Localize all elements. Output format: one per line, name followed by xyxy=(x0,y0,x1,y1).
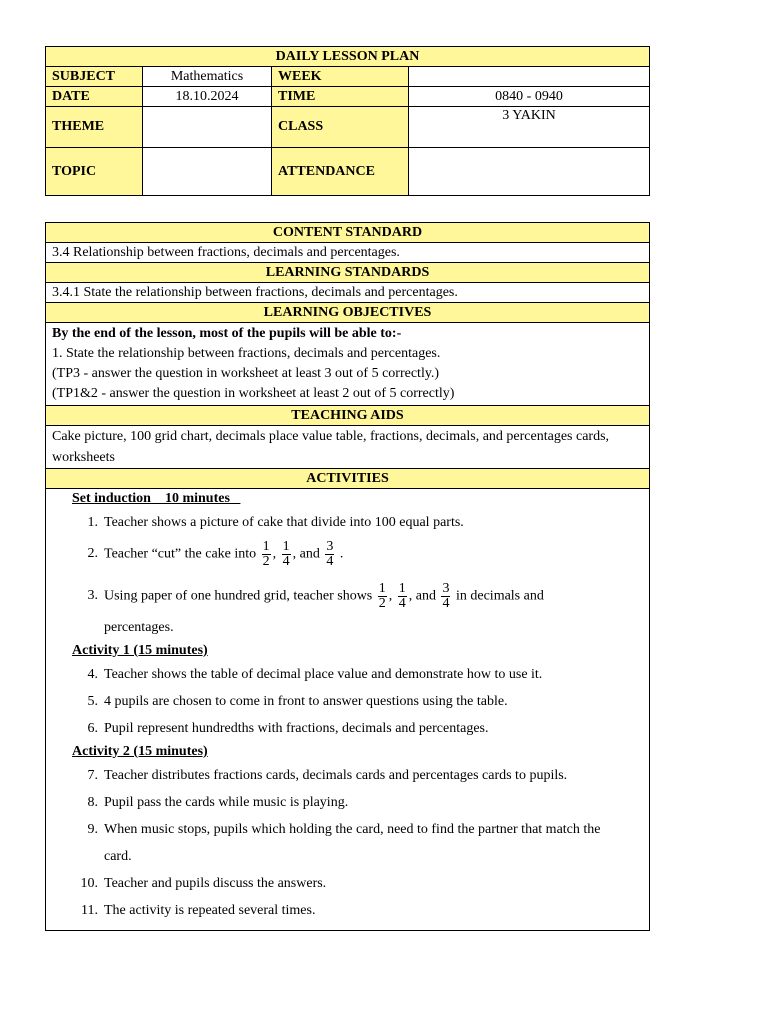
list-item xyxy=(72,897,639,924)
item-number: 2. xyxy=(87,546,98,561)
activity-1-heading: Activity 1 (15 minutes) xyxy=(72,643,208,658)
class-value: 3 YAKIN xyxy=(409,107,650,148)
header-table xyxy=(45,46,650,196)
attendance-value xyxy=(409,148,650,196)
list-item xyxy=(72,688,639,715)
date-label: DATE xyxy=(46,87,143,107)
learning-objectives-heading: LEARNING OBJECTIVES xyxy=(46,303,650,323)
activity-2-heading: Activity 2 (15 minutes) xyxy=(72,744,208,759)
item-text: Teacher shows a picture of cake that divide into 100 equal parts. xyxy=(104,514,464,530)
item-text: Teacher “cut” the cake into $\frac{1}{2}$ , $\frac{1}{4}$ , and $\frac{3}{4}$ . xyxy=(104,538,344,569)
objective-line: 1. State the relationship between fractions, decimals and percentages. xyxy=(52,346,441,361)
set-induction-heading: Set induction 10 minutes xyxy=(72,491,241,506)
fraction-one-half: $\frac{1}{2}$ xyxy=(378,580,386,611)
item-text: percentages. xyxy=(104,619,174,635)
week-label: WEEK xyxy=(272,67,409,87)
learning-objectives-body xyxy=(46,323,650,406)
fraction-three-quarters: $\frac{3}{4}$ xyxy=(326,538,334,569)
subject-value: Mathematics xyxy=(143,67,272,87)
topic-value xyxy=(143,148,272,196)
content-standard-heading: CONTENT STANDARD xyxy=(46,223,650,243)
list-item xyxy=(72,762,639,789)
content-standard-text: 3.4 Relationship between fractions, decimals and percentages. xyxy=(46,243,650,263)
lesson-plan-title: DAILY LESSON PLAN xyxy=(46,47,650,67)
attendance-label: ATTENDANCE xyxy=(272,148,409,196)
item-text: The activity is repeated several times. xyxy=(104,902,316,918)
theme-value xyxy=(143,107,272,148)
teaching-aids-text: Cake picture, 100 grid chart, decimals place value table, fractions, decimals, and percentages cards, worksheets xyxy=(46,426,650,469)
item-text: Teacher shows the table of decimal place value and demonstrate how to use it. xyxy=(104,666,543,682)
activities-body xyxy=(46,489,650,931)
teaching-aids-heading: TEACHING AIDS xyxy=(46,406,650,426)
class-label: CLASS xyxy=(272,107,409,148)
item-number: 9. xyxy=(87,821,98,837)
item-number: 8. xyxy=(87,794,98,810)
time-value: 0840 - 0940 xyxy=(409,87,650,107)
item-text: 4 pupils are chosen to come in front to answer questions using the table. xyxy=(104,693,508,709)
fraction-three-quarters: $\frac{3}{4}$ xyxy=(442,580,450,611)
week-value xyxy=(409,67,650,87)
list-item xyxy=(72,661,639,688)
item-number: 3. xyxy=(87,588,98,603)
item-text: When music stops, pupils which holding the card, need to find the partner that match the xyxy=(104,821,601,837)
objective-line: (TP1&2 - answer the question in worksheet at least 2 out of 5 correctly) xyxy=(52,386,455,401)
item-text: Pupil represent hundredths with fractions, decimals and percentages. xyxy=(104,720,489,736)
lesson-body-table xyxy=(45,222,650,931)
objectives-intro: By the end of the lesson, most of the pupils will be able to:- xyxy=(52,326,402,341)
list-item xyxy=(72,816,639,843)
learning-standards-text: 3.4.1 State the relationship between fractions, decimals and percentages. xyxy=(46,283,650,303)
list-item-continuation xyxy=(72,843,639,870)
item-number: 5. xyxy=(87,693,98,709)
item-number: 10. xyxy=(80,875,98,891)
item-text: Teacher and pupils discuss the answers. xyxy=(104,875,327,891)
item-number: 4. xyxy=(87,666,98,682)
topic-label: TOPIC xyxy=(46,148,143,196)
list-item xyxy=(72,870,639,897)
item-text: card. xyxy=(104,848,132,864)
learning-standards-heading: LEARNING STANDARDS xyxy=(46,263,650,283)
list-item xyxy=(72,536,639,572)
fraction-one-quarter: $\frac{1}{4}$ xyxy=(282,538,290,569)
list-item xyxy=(72,789,639,816)
item-text: Using paper of one hundred grid, teacher shows $\frac{1}{2}$ , $\frac{1}{4}$ , and $\frac{3}{4}$ in decimals and xyxy=(104,580,544,611)
item-number: 6. xyxy=(87,720,98,736)
item-number: 1. xyxy=(87,514,98,530)
item-text-part: Teacher “cut” the cake into xyxy=(104,546,257,562)
item-text: Pupil pass the cards while music is playing. xyxy=(104,794,349,810)
theme-label: THEME xyxy=(46,107,143,148)
list-item-continuation xyxy=(72,614,639,641)
date-value: 18.10.2024 xyxy=(143,87,272,107)
item-number: 7. xyxy=(87,767,98,783)
list-item xyxy=(72,715,639,742)
activities-heading: ACTIVITIES xyxy=(46,469,650,489)
list-item xyxy=(72,578,639,614)
item-number: 11. xyxy=(81,902,98,918)
objective-line: (TP3 - answer the question in worksheet at least 3 out of 5 correctly.) xyxy=(52,366,440,381)
item-text: Teacher distributes fractions cards, decimals cards and percentages cards to pupils. xyxy=(104,767,568,783)
fraction-one-quarter: $\frac{1}{4}$ xyxy=(398,580,406,611)
list-item xyxy=(72,509,639,536)
subject-label: SUBJECT xyxy=(46,67,143,87)
time-label: TIME xyxy=(272,87,409,107)
fraction-one-half: $\frac{1}{2}$ xyxy=(262,538,270,569)
